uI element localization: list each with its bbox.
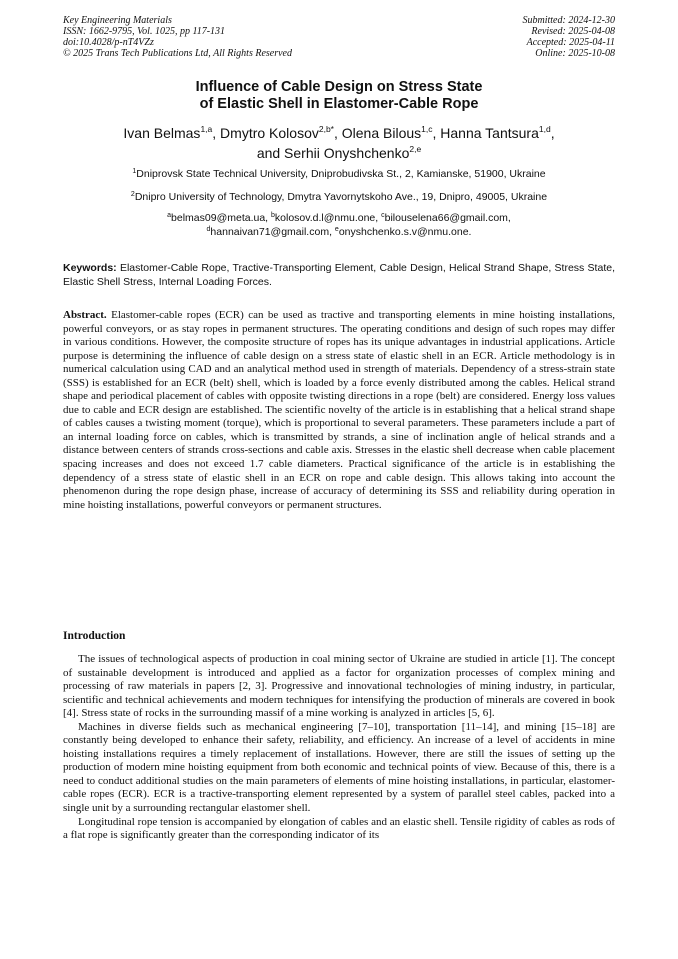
author-name: Ivan Belmas (123, 125, 201, 141)
keywords-text: Elastomer-Cable Rope, Tractive-Transporting Element, Cable Design, Helical Strand Shape, Stress State, Elastic Shell Stress, Internal Loading Forces. (63, 262, 615, 288)
journal-header (63, 15, 292, 59)
author-affil-sup: 2,e (409, 144, 422, 154)
title-line-2: of Elastic Shell in Elastomer-Cable Rope (199, 96, 479, 112)
dates-header (523, 15, 616, 59)
accepted-date: Accepted: 2025-04-11 (526, 37, 615, 48)
author-separator: , (432, 125, 441, 141)
email-link[interactable]: bilouselena66@gmail.com, (384, 212, 511, 224)
author-separator: , (550, 125, 555, 141)
affiliation-text: Dniprovsk State Technical University, Dniprobudivska St., 2, Kamianske, 51900, Ukraine (136, 168, 546, 180)
author (342, 125, 441, 141)
author-separator: , (333, 125, 342, 141)
keywords-label: Keywords: (63, 262, 117, 274)
affiliation-text: Dnipro University of Technology, Dmytra Yavornytskoho Ave., 19, Dnipro, 49005, Ukraine (134, 191, 548, 203)
email-link[interactable]: onyshchenko.s.v@nmu.one. (338, 226, 472, 238)
online-date: Online: 2025-10-08 (535, 48, 615, 59)
title-line-1: Influence of Cable Design on Stress State (195, 79, 483, 95)
abstract-block (63, 309, 615, 512)
affiliation-sup: 1 (132, 168, 137, 175)
author-separator: , (212, 125, 221, 141)
affiliation-2 (0, 191, 678, 204)
introduction-heading: Introduction (63, 630, 126, 642)
author (257, 145, 421, 161)
author (440, 125, 554, 141)
author-affil-sup: 1,c (421, 124, 433, 134)
email-sup: a (167, 212, 172, 219)
revised-date: Revised: 2025-04-08 (531, 26, 615, 37)
email-list (0, 211, 678, 239)
copyright-line: © 2025 Trans Tech Publications Ltd, All Rights Reserved (63, 48, 292, 59)
author-list (50, 123, 628, 163)
email-link[interactable]: hannaivan71@gmail.com, (210, 226, 335, 238)
affiliation-sup: 2 (130, 191, 135, 198)
email-link[interactable]: kolosov.d.l@nmu.one, (274, 212, 382, 224)
author-affil-sup: 1,d (538, 124, 551, 134)
doi-line: doi:10.4028/p-nT4VZz (63, 37, 154, 48)
abstract-text: Elastomer-cable ropes (ECR) can be used as tractive and transporting elements in mine hoisting installations, powerful conveyors, or as stay ropes in permanent structures. The operating conditions and design of such ropes may differ in various conditions. However, the composite structure of ropes has its unique advantages in industrial applications. Article purpose is determining the influence of cable design on a stress state of elastic shell in an ECR. Article methodology is in numerical calculation using CAD and an analytical method used in strength of materials. Dependency of a stress-strain state (SSS) is established for an ECR (belt) shell, which is loaded by a force evenly distributed among the cables. Helical strand shape and periodical placement of cables with opposite twisting directions in a rope (belt) are considered. Energy loss values due to cable and ECR design are established. The scientific novelty of the article is in establishing that a helical strand shape of cables causes a twisting moment (torque), which is proportional to several parameters. These parameters include a part of an internal loading force on cables, which is transmitted by strands, a sine of inclination angle of helical strands and a distance between centers of strands cross-sections and cable axis. Stresses in the elastic shell decrease when cable placement spacing increases and does not exceed 1.7 cable diameters. Practical significance of the article is in establishing the dependency of a stress state of elastic shell in an ECR on rope and cable design. This allows taking into account the phenomenon during the rope design phase, increase of accuracy of determining its SSS and reliability during operation in mine hoisting installations, powerful conveyors or permanent structures. (63, 309, 615, 511)
submitted-date: Submitted: 2024-12-30 (522, 15, 615, 26)
author-affil-sup: 1,a (200, 124, 213, 134)
issn-line: ISSN: 1662-9795, Vol. 1025, pp 117-131 (63, 26, 226, 37)
email-line-2 (0, 225, 678, 239)
affiliation-1 (0, 168, 678, 181)
email-line-1 (0, 211, 678, 225)
email-sup: b (271, 212, 275, 219)
author-name: and Serhii Onyshchenko (256, 145, 410, 161)
paper-title (0, 79, 678, 113)
author-affil-sup: 2,b* (318, 124, 334, 134)
journal-name: Key Engineering Materials (63, 15, 172, 26)
paragraph: Longitudinal rope tension is accompanied by elongation of cables and an elastic shell. Tensile rigidity of cables as rods of a flat rope is significantly greater than the corresponding indicator of its (63, 815, 615, 842)
author-name: Dmytro Kolosov (220, 125, 319, 141)
email-sup: c (381, 212, 385, 219)
paragraph: Machines in diverse fields such as mechanical engineering [7–10], transportation [11–14], and mining [15–18] are constantly being developed to enhance their safety, reliability, and efficiency. An increase of a level of accidents in mine hoisting installations requires a timely replacement of installations. However, there are still the issues of setting up the production of modern mine hoisting equipment from both economic and technical points of view. Because of this, there is a need to conduct additional studies on the main parameters of elements of mine hoisting installations, in particular, elastomer-cable ropes (ECR). ECR is a tractive-transporting element represented by a system of parallel steel cables, packed into a single unit by a surrounding rectangular elastomer shell. (63, 720, 615, 815)
author-name: Hanna Tantsura (440, 125, 539, 141)
author (123, 125, 220, 141)
email-link[interactable]: belmas09@meta.ua, (171, 212, 272, 224)
abstract-label: Abstract. (63, 309, 107, 321)
email-sup: d (206, 226, 211, 233)
keywords-block (63, 261, 615, 289)
introduction-body (63, 653, 615, 843)
paragraph: The issues of technological aspects of production in coal mining sector of Ukraine are studied in article [1]. The concept of sustainable development is introduced and applied as a factor for organization processes of complex mining and processing of raw materials in papers [2, 3]. Progressive and innovational technologies of mining industry, in particular, scientific and technical achievements and modern techniques for intensifying the production of minerals are covered in book [4]. Stress state of rocks in the surrounding massif of a mine working is analyzed in articles [5, 6]. (63, 653, 615, 720)
email-sup: e (334, 226, 339, 233)
author-name: Olena Bilous (341, 125, 422, 141)
author (220, 125, 342, 141)
